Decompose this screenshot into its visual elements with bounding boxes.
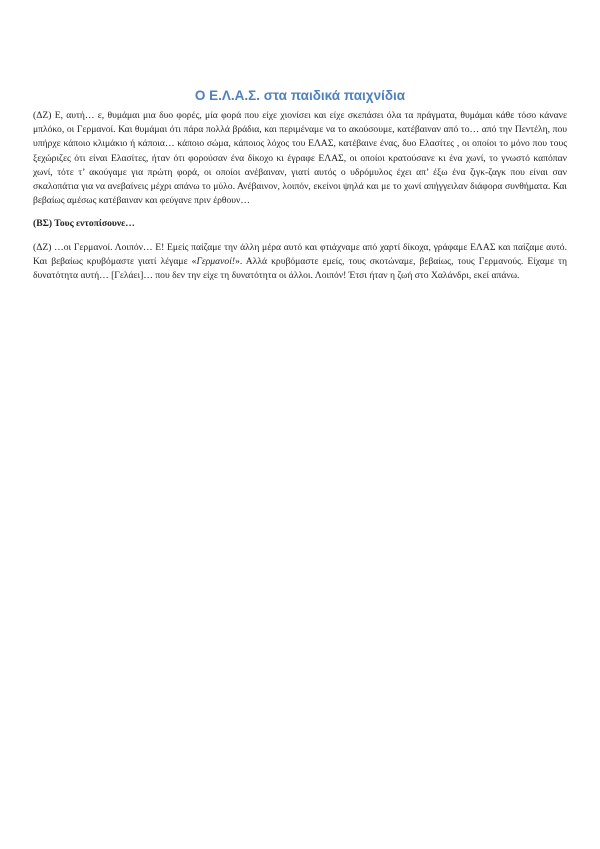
interviewer-question: (ΒΣ) Τους εντοπίσουνε… [33, 218, 135, 230]
document-page [33, 88, 567, 292]
paragraph-2-text-end: ». Αλλά κρυβόμαστε εμείς, τους σκοτώναμε, βεβαίως, τους Γερμανούς. Είχαμε τη δυνατότητα αυτή… [Γελάει]… που δεν την είχε τη δυνατότητα οι άλλοι. Λοιπόν! Έτσι ήταν η ζωή στο Χαλάνδρι, εκεί απάνω. [33, 255, 567, 282]
interview-paragraph-2 [33, 241, 567, 284]
page-title: Ο Ε.Λ.Α.Σ. στα παιδικά παιχνίδια [194, 88, 406, 103]
interview-paragraph-1: (ΔΖ) Ε, αυτή… ε, θυμάμαι μια δυο φορές, μία φορά που είχε χιονίσει και είχε σκεπάσει όλα τα πράγματα, θυμάμαι κάθε τόσο κάνανε μπλόκο, οι Γερμανοί. Και θυμάμαι ότι πάρα πολλά βράδια, και περιμέναμε να το ακούσουμε, κατέβαιναν από το… από την Πεντέλη, που υπήρχε κάποιο κλιμάκιο ή κάποια… κάποιο σώμα, κάποιος λόχος του ΕΛΑΣ, κατέβαινε ένας, δυο Ελασίτες , οι οποίοι το μόνο που τους ξεχώριζες ότι είναι Ελασίτες, ήταν ότι φορούσαν ένα δίκοχο κι έγραφε ΕΛΑΣ, οι οποίοι κρατούσανε κι ένα χωνί, το γνωστό καπόπαν χωνί, τότε τ’ ακούγαμε για πρώτη φορά, οι οποίοι ανέβαιναν, γιατί αυτός ο υδρόμυλος έχει απ’ έξω ένα ζιγκ-ζαγκ που είναι σαν σκαλοπάτια για να ανεβαίνεις μέχρι απάνω το μύλο. Ανέβαινον, λοιπόν, εκείνοι ψηλά και με το χωνί απήγγειλαν διάφορα συνθήματα. Και βεβαίως αμέσως κατέβαιναν και φεύγανε πριν έρθουν… [33, 110, 567, 207]
paragraph-2-quote: Γερμανοί! [196, 255, 236, 267]
paragraph-2-text-start: (ΔΖ) …οι Γερμανοί. Λοιπόν… Ε! Εμείς παίζαμε την άλλη μέρα αυτό και φτιάχναμε από χαρτί δίκοχα, γράφαμε ΕΛΑΣ και παίζαμε αυτό. Και βεβαίως κρυβόμαστε γιατί λέγαμε « [33, 241, 567, 267]
